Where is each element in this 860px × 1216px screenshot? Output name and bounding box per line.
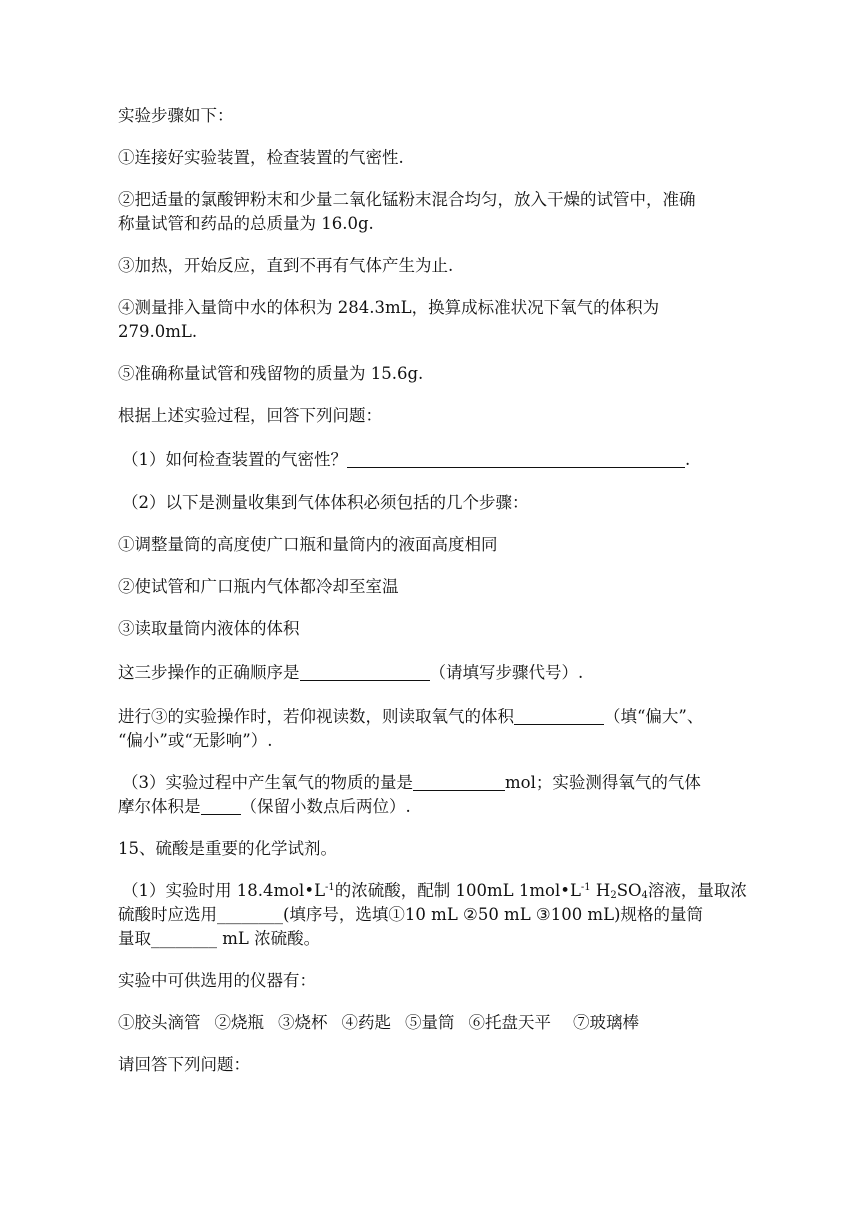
answer-blank-cylinder[interactable]: ________ (217, 905, 283, 924)
subscript-4: 4 (641, 890, 648, 901)
order-question-text: 这三步操作的正确顺序是 (118, 663, 300, 682)
superscript-neg1: -1 (580, 882, 591, 893)
concentration-text: （1）实验时用 18.4mol•L (122, 881, 326, 900)
problem-15-q1-line-1 (122, 880, 747, 902)
superscript-neg1: -1 (325, 882, 335, 893)
answer-blank-reading[interactable] (514, 707, 604, 725)
step-4-line-2: 279.0mL. (118, 322, 198, 341)
step-4-line-1: ④测量排入量筒中水的体积为 284.3mL，换算成标准状况下氧气的体积为 (118, 298, 660, 317)
dilution-text: 的浓硫酸，配制 100mL 1mol•L (334, 881, 581, 900)
answer-blank-volume[interactable]: ________ (151, 929, 217, 948)
reading-question-suffix: （填“偏大”、 (604, 707, 704, 726)
question-3-text: （3）实验过程中产生氧气的物质的量是 (122, 773, 413, 792)
question-1 (122, 449, 742, 471)
question-2: （2）以下是测量收集到气体体积必须包括的几个步骤： (122, 493, 529, 512)
question-1-end: . (685, 450, 691, 469)
instruments-intro: 实验中可供选用的仪器有： (118, 971, 316, 990)
instrument-item: ①胶头滴管 (118, 1013, 201, 1032)
question-3-line-2-text: 摩尔体积是 (118, 797, 201, 816)
question-3-suffix: mol；实验测得氧气的气体 (505, 773, 701, 792)
reading-question-line-1 (118, 706, 738, 728)
question-3-line-2 (118, 796, 738, 818)
problem-15-title: 15、硫酸是重要的化学试剂。 (118, 839, 337, 858)
volume-question-suffix: mL 浓硫酸。 (217, 929, 321, 948)
instrument-item: ⑥托盘天平 (468, 1013, 551, 1032)
volume-question-text: 量取 (118, 929, 151, 948)
instrument-item: ④药匙 (341, 1013, 391, 1032)
cylinder-options-text: (填序号，选填①10 mL ②50 mL ③100 mL)规格的量筒 (283, 905, 703, 924)
order-question (118, 662, 738, 684)
instrument-item: ③烧杯 (278, 1013, 328, 1032)
question-1-text: （1）如何检查装置的气密性？ (122, 450, 347, 469)
instruments-list (118, 1012, 738, 1034)
question-3-line-2-suffix: （保留小数点后两位）. (240, 797, 411, 816)
problem-15-q1-line-2 (118, 904, 738, 926)
cylinder-question-text: 硫酸时应选用 (118, 905, 217, 924)
answer-blank-order[interactable] (300, 663, 430, 681)
question-intro: 根据上述实验过程，回答下列问题： (118, 406, 382, 425)
step-2-line-1: ②把适量的氯酸钾粉末和少量二氧化锰粉末混合均匀，放入干燥的试管中，准确 (118, 190, 696, 209)
answer-blank-molar-volume[interactable] (201, 797, 241, 815)
problem-15-q1-line-3 (118, 928, 738, 950)
instrument-item: ②烧瓶 (214, 1013, 264, 1032)
answer-blank-1[interactable] (347, 450, 685, 468)
question-3-line-1 (122, 772, 742, 794)
q2-step-3: ③读取量筒内液体的体积 (118, 619, 300, 638)
q2-step-1: ①调整量筒的高度使广口瓶和量筒内的液面高度相同 (118, 535, 498, 554)
step-5: ⑤准确称量试管和残留物的质量为 15.6g. (118, 364, 424, 383)
subscript-2: 2 (610, 890, 617, 901)
q2-step-2: ②使试管和广口瓶内气体都冷却至室温 (118, 577, 399, 596)
instrument-item: ⑤量筒 (405, 1013, 455, 1032)
step-3: ③加热，开始反应，直到不再有气体产生为止. (118, 256, 454, 275)
reading-question-line-2: “偏小”或“无影响”）. (118, 731, 273, 750)
solution-text: 溶液，量取浓 (647, 881, 747, 900)
final-question: 请回答下列问题： (118, 1055, 250, 1074)
reading-question-text: 进行③的实验操作时，若仰视读数，则读取氧气的体积 (118, 707, 514, 726)
formula-h: H (595, 881, 611, 900)
intro-line: 实验步骤如下： (118, 106, 234, 125)
order-question-suffix: （请填写步骤代号）. (429, 663, 584, 682)
formula-so: SO (616, 881, 642, 900)
answer-blank-moles[interactable] (413, 773, 505, 791)
instrument-item: ⑦玻璃棒 (573, 1013, 639, 1032)
step-2-line-2: 称量试管和药品的总质量为 16.0g. (118, 214, 374, 233)
step-1: ①连接好实验装置，检查装置的气密性. (118, 148, 404, 167)
